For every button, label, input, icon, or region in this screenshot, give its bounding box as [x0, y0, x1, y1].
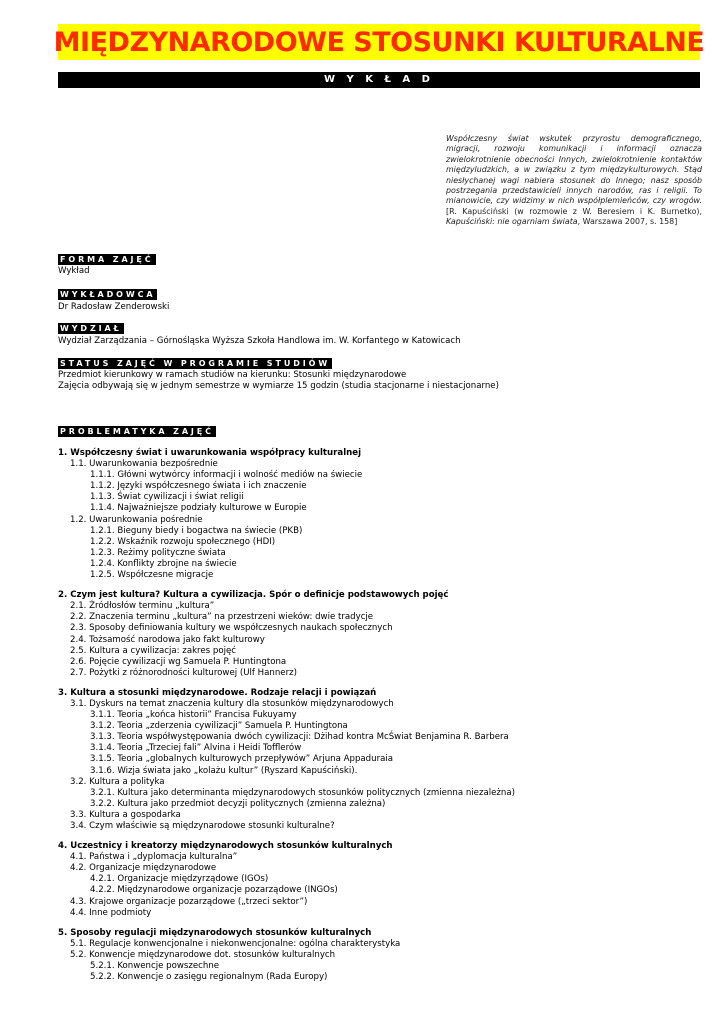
topic-subitem: 4.2. Organizacje międzynarodowe: [70, 863, 217, 874]
topic-subsubitem: 1.1.2. Języki współczesnego świata i ich znaczenie: [90, 481, 307, 492]
topic-subitem: 3.4. Czym właściwie są międzynarodowe stosunki kulturalne?: [70, 821, 335, 831]
topic-title: 3. Kultura a stosunki międzynarodowe. Rodzaje relacji i powiązań: [58, 687, 377, 698]
section-text-wydzial: Wydział Zarządzania – Górnośląska Wyższa Szkoła Handlowa im. W. Korfantego w Katowicach: [58, 336, 461, 346]
topic-subitem: 4.4. Inne podmioty: [70, 907, 152, 918]
section-label-status: STATUS ZAJĘĆ W PROGRAMIE STUDIÓW: [60, 359, 331, 368]
topic-subitem: 2.4. Tożsamość narodowa jako fakt kulturowy: [70, 634, 265, 645]
topic-block: [58, 688, 708, 832]
topic-subsubitem: 3.1.2. Teoria „zderzenia cywilizacji” Samuela P. Huntingtona: [90, 721, 348, 732]
topic-block: [58, 590, 708, 679]
topic-subsubitem: 3.2.1. Kultura jako determinanta międzynarodowych stosunków politycznych (zmienna niezależna): [90, 787, 515, 798]
topic-subsubitem: 3.1.6. Wizja świata jako „kolażu kultur” (Ryszard Kapuściński).: [90, 765, 358, 776]
topic-subsubitem: 3.1.5. Teoria „globalnych kulturowych przepływów” Arjuna Appaduraia: [90, 754, 394, 765]
document-title: MIĘDZYNARODOWE STOSUNKI KULTURALNE: [53, 26, 705, 58]
topic-subitem: 3.3. Kultura a gospodarka: [70, 809, 181, 820]
topic-subsubitem: 1.2.4. Konflikty zbrojne na świecie: [90, 558, 237, 569]
topic-subsubitem: 3.1.1. Teoria „końca historii” Francisa Fukuyamy: [90, 710, 297, 721]
topic-subsubitem: 3.1.4. Teoria „Trzeciej fali” Alvina i Heidi Tofflerów: [90, 743, 302, 754]
section-label-problematyka: PROBLEMATYKA ZAJĘĆ: [60, 427, 214, 436]
topic-block: [58, 841, 708, 919]
topic-title: 5. Sposoby regulacji międzynarodowych stosunków kulturalnych: [58, 927, 372, 938]
topic-block: [58, 928, 708, 983]
topic-subsubitem: 5.2.2. Konwencje o zasięgu regionalnym (Rada Europy): [90, 972, 328, 983]
topic-subitem: 1.1. Uwarunkowania bezpośrednie: [70, 459, 218, 470]
topics-list: [58, 448, 708, 992]
topic-subsubitem: 1.1.1. Główni wytwórcy informacji i wolność mediów na świecie: [90, 470, 363, 481]
topic-subitem: 2.6. Pojęcie cywilizacji wg Samuela P. Huntingtona: [70, 656, 287, 667]
motto-citation-start: [R. Kapuściński (w rozmowie z W. Beresiem i K. Burnetko),: [446, 206, 702, 216]
topic-subitem: 3.2. Kultura a polityka: [70, 776, 165, 787]
topic-subsubitem: 3.2.2. Kultura jako przedmiot decyzji politycznych (zmienna zależna): [90, 798, 386, 809]
topic-subitem: 2.3. Sposoby definiowania kultury we współczesnych naukach społecznych: [70, 623, 393, 634]
topic-subitem: 2.2. Znaczenia terminu „kultura” na przestrzeni wieków: dwie tradycje: [70, 612, 374, 623]
section-label-forma: FORMA ZAJĘĆ: [60, 255, 154, 264]
topic-subsubitem: 1.2.3. Reżimy polityczne świata: [90, 547, 226, 558]
topic-subsubitem: 4.2.2. Międzynarodowe organizacje pozarządowe (INGOs): [90, 885, 338, 896]
topic-subsubitem: 1.1.4. Najważniejsze podziały kulturowe w Europie: [90, 503, 307, 514]
topic-title: 2. Czym jest kultura? Kultura a cywilizacja. Spór o definicje podstawowych pojęć: [58, 590, 449, 601]
motto-quote-block: [446, 134, 702, 228]
section-text-forma: Wykład: [58, 266, 90, 276]
section-text-status-line1: Przedmiot kierunkowy w ramach studiów na kierunku: Stosunki międzynarodowe: [58, 370, 407, 380]
topic-subsubitem: 1.2.1. Bieguny biedy i bogactwa na świecie (PKB): [90, 525, 303, 536]
lecture-bar: W Y K Ł A D: [58, 72, 700, 88]
section-label-wykladowca: WYKŁADOWCA: [60, 290, 156, 299]
topic-subsubitem: 1.2.2. Wskaźnik rozwoju społecznego (HDI): [90, 536, 276, 547]
motto-quote: Współczesny świat wskutek przyrostu demograficznego, migracji, rozwoju komunikacji i informacji oznacza zwielokrotnienie obecności Innych, zwielokrotnienie kontaktów międzyludzkich, a w związku z tym międzykulturowych. Stąd niesłychanej wagi nabiera stosunek do Innego; nasz sposób postrzegania przedstawicieli innych narodów, ras i religii. To mianowicie, czy widzimy w nich współplemieńców, czy wrogów.: [446, 134, 702, 206]
document-title-banner: [53, 24, 705, 60]
topic-subitem: 4.1. Państwa i „dyplomacja kulturalna”: [70, 852, 238, 863]
topic-title: 4. Uczestnicy i kreatorzy międzynarodowych stosunków kulturalnych: [58, 841, 393, 852]
topic-subitem: 4.3. Krajowe organizacje pozarządowe („trzeci sektor”): [70, 896, 308, 907]
section-text-status-line2: Zajęcia odbywają się w jednym semestrze w wymiarze 15 godzin (studia stacjonarne i niestacjonarne): [58, 381, 499, 391]
topic-subitem: 5.2. Konwencje międzynarodowe dot. stosunków kulturalnych: [70, 949, 336, 960]
topic-subsubitem: 5.2.1. Konwencje powszechne: [90, 961, 220, 972]
motto-citation-title: Kapuściński: nie ogarniam świata: [446, 217, 578, 227]
topic-subsubitem: 3.1.3. Teoria współwystępowania dwóch cywilizacji: Dżihad kontra McŚwiat Benjamina R. Barbera: [90, 732, 509, 743]
topic-subitem: 3.1. Dyskurs na temat znaczenia kultury dla stosunków międzynarodowych: [70, 698, 394, 709]
section-label-wydzial: WYDZIAŁ: [60, 324, 122, 333]
topic-subitem: 2.5. Kultura a cywilizacja: zakres pojęć: [70, 645, 237, 656]
topic-block: [58, 448, 708, 581]
topic-subitem: 5.1. Regulacje konwencjonalne i niekonwencjonalne: ogólna charakterystyka: [70, 938, 401, 949]
topic-subsubitem: 4.2.1. Organizacje międzyrządowe (IGOs): [90, 874, 269, 885]
topic-subitem: 2.7. Pożytki z różnorodności kulturowej (Ulf Hannerz): [70, 667, 297, 678]
topic-subsubitem: 1.2.5. Współczesne migracje: [90, 570, 214, 581]
topic-subitem: 1.2. Uwarunkowania pośrednie: [70, 514, 203, 525]
topic-subsubitem: 1.1.3. Świat cywilizacji i świat religii: [90, 492, 244, 503]
section-text-wykladowca: Dr Radosław Zenderowski: [58, 302, 170, 312]
topic-title: 1. Współczesny świat i uwarunkowania współpracy kulturalnej: [58, 448, 362, 458]
motto-citation-end: , Warszawa 2007, s. 158]: [577, 217, 678, 227]
topic-subitem: 2.1. Źródłosłów terminu „kultura”: [70, 601, 215, 612]
